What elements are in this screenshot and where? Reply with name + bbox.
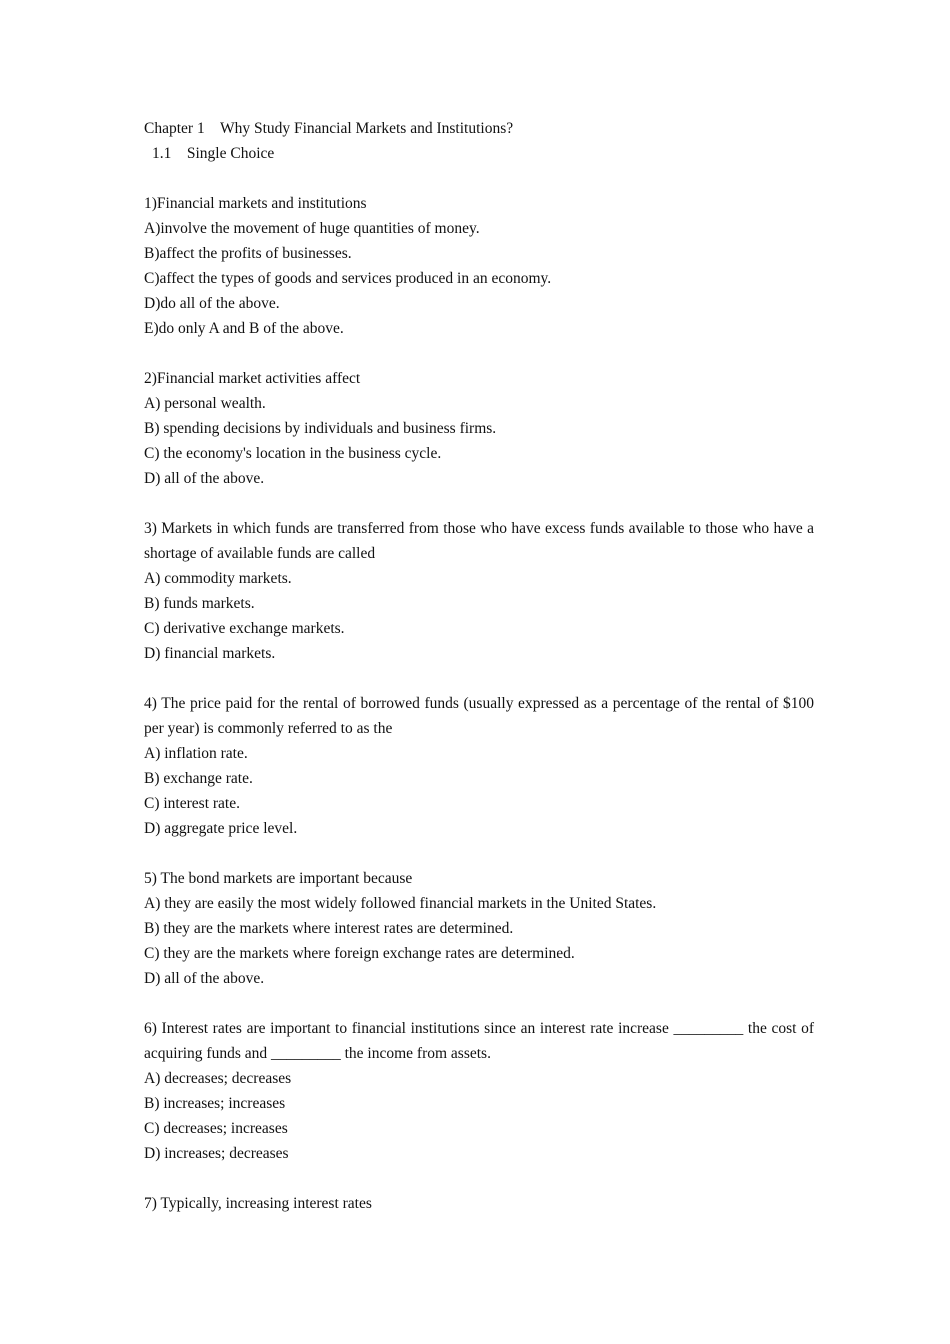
answer-option: D) financial markets. (144, 645, 276, 662)
question-7 (144, 1191, 814, 1216)
document-page (144, 116, 814, 1216)
answer-option: B) funds markets. (144, 595, 255, 612)
answer-option: A) they are easily the most widely followed financial markets in the United States. (144, 895, 657, 912)
answer-option: D) increases; decreases (144, 1145, 289, 1162)
answer-option: D) all of the above. (144, 470, 265, 487)
section-title: Single Choice (186, 145, 275, 162)
question-1 (144, 191, 814, 341)
question-stem: 7) Typically, increasing interest rates (144, 1195, 372, 1212)
question-stem: 4) The price paid for the rental of borrowed funds (usually expressed as a percentage of the rental of $100 per year) is commonly referred to as the (144, 695, 814, 737)
question-stem: 5) The bond markets are important because (144, 870, 413, 887)
answer-option: C) derivative exchange markets. (144, 620, 345, 637)
answer-option: D)do all of the above. (144, 295, 280, 312)
answer-option: A) inflation rate. (144, 745, 248, 762)
answer-option: C) they are the markets where foreign exchange rates are determined. (144, 945, 575, 962)
answer-option: C) decreases; increases (144, 1120, 288, 1137)
answer-option: B) exchange rate. (144, 770, 253, 787)
chapter-heading (144, 116, 814, 141)
question-stem: 3) Markets in which funds are transferred from those who have excess funds available to those who have a shortage of available funds are called (144, 520, 814, 562)
question-6 (144, 1016, 814, 1166)
question-stem: 6) Interest rates are important to financial institutions since an interest rate increase _________ the cost of acquiring funds and _________ the income from assets. (144, 1020, 814, 1062)
section-number: 1.1 (152, 145, 172, 162)
answer-option: B)affect the profits of businesses. (144, 245, 352, 262)
answer-option: C) the economy's location in the business cycle. (144, 445, 442, 462)
answer-option: B) spending decisions by individuals and business firms. (144, 420, 497, 437)
question-2 (144, 366, 814, 491)
answer-option: A)involve the movement of huge quantities of money. (144, 220, 480, 237)
question-5 (144, 866, 814, 991)
question-4 (144, 691, 814, 841)
answer-option: A) commodity markets. (144, 570, 292, 587)
question-3 (144, 516, 814, 666)
answer-option: D) aggregate price level. (144, 820, 298, 837)
answer-option: A) decreases; decreases (144, 1070, 292, 1087)
question-stem: 2)Financial market activities affect (144, 370, 361, 387)
answer-option: B) increases; increases (144, 1095, 286, 1112)
chapter-number: Chapter 1 (144, 120, 205, 137)
question-stem: 1)Financial markets and institutions (144, 195, 367, 212)
answer-option: E)do only A and B of the above. (144, 320, 344, 337)
answer-option: D) all of the above. (144, 970, 265, 987)
answer-option: C)affect the types of goods and services produced in an economy. (144, 270, 552, 287)
answer-option: A) personal wealth. (144, 395, 266, 412)
answer-option: B) they are the markets where interest rates are determined. (144, 920, 514, 937)
section-heading (144, 141, 814, 166)
answer-option: C) interest rate. (144, 795, 240, 812)
chapter-title: Why Study Financial Markets and Institutions? (219, 120, 514, 137)
